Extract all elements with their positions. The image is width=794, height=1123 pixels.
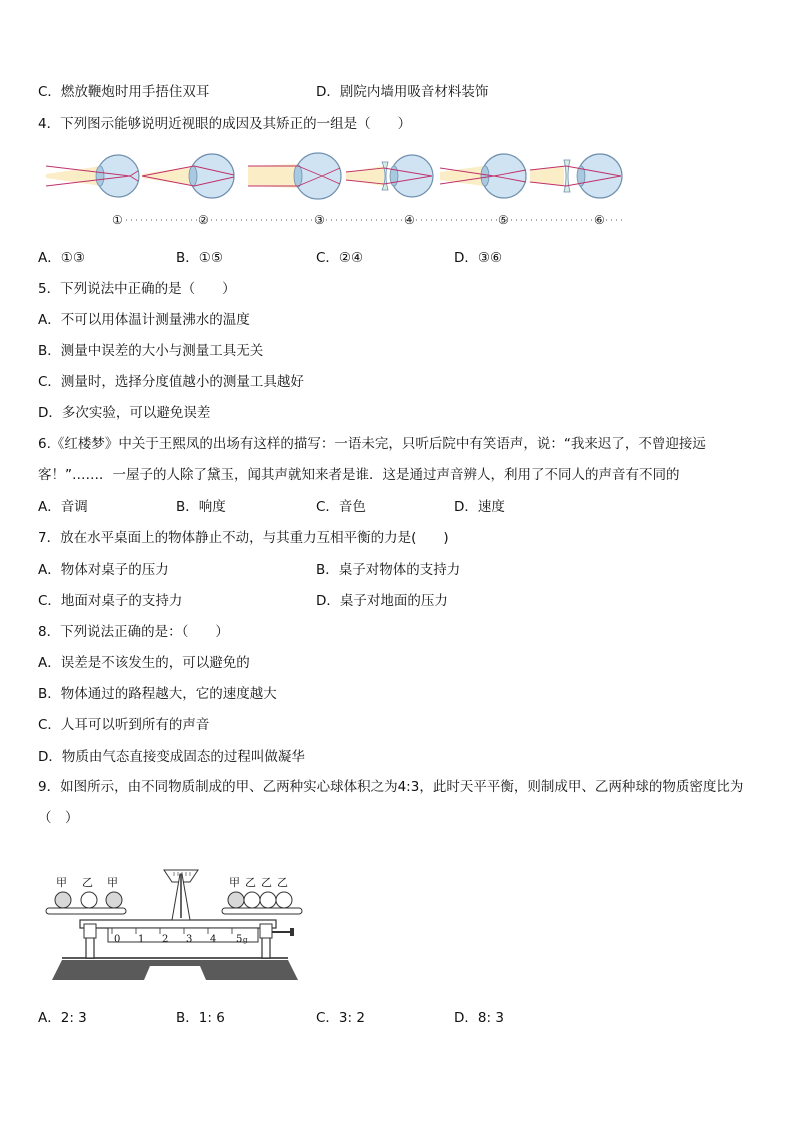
q5-option-b: B．测量中误差的大小与测量工具无关: [38, 343, 264, 359]
q7-option-c: C．地面对桌子的支持力: [38, 593, 183, 609]
left-ball-1: [55, 892, 71, 908]
scale-tick-1: 1: [138, 934, 145, 945]
q4-option-d: D．③⑥: [454, 250, 503, 266]
right-pan-label-1: 甲: [229, 876, 240, 889]
q8-option-c: C．人耳可以听到所有的声音: [38, 717, 210, 733]
left-pan-label-2: 乙: [82, 876, 93, 889]
q6-stem: 6.《红楼梦》中关于王熙凤的出场有这样的描写：一语未完，只听后院中有笑语声，说：“我来迟了，不曾迎接远客！”……．一屋子的人除了黛玉，闻其声就知来者是谁．这是通过声音辨人，利用了不同人的声音有不同的: [38, 436, 706, 483]
q3-option-c: C．燃放鞭炮时用手捂住双耳: [38, 84, 210, 100]
q7-stem: 7．放在水平桌面上的物体静止不动，与其重力互相平衡的力是( ): [38, 530, 449, 546]
scale-tick-2: 2: [162, 934, 169, 945]
balance-base-notch: [144, 966, 206, 980]
balance-beam: [80, 920, 276, 928]
balance-figure: [40, 858, 310, 988]
scale-tick-3: 3: [186, 934, 193, 945]
q6-option-a: A．音调: [38, 499, 88, 515]
q3-option-d: D．剧院内墙用吸音材料装饰: [316, 84, 489, 100]
left-balance-nut: [84, 924, 96, 938]
right-pan-label-2: 乙: [245, 876, 256, 889]
q6-option-d: D．速度: [454, 499, 505, 515]
right-ball-2: [244, 892, 260, 908]
right-pan-label-4: 乙: [277, 876, 288, 889]
q6-option-b: B．响度: [176, 499, 226, 515]
scale-tick-4: 4: [210, 934, 217, 945]
eye-label-2: ②: [198, 213, 209, 227]
right-pan: [222, 908, 302, 914]
q8-option-b: B．物体通过的路程越大，它的速度越大: [38, 686, 277, 702]
eye-diagram-4: [346, 155, 433, 197]
right-pan-label-3: 乙: [261, 876, 272, 889]
q6-option-c: C．音色: [316, 499, 366, 515]
eye-diagram-5: [440, 154, 526, 198]
q7-option-b: B．桌子对物体的支持力: [316, 562, 461, 578]
left-pan: [46, 908, 126, 914]
q4-option-b: B．①⑤: [176, 250, 223, 266]
scale-tick-5: 5: [236, 934, 243, 945]
eye-diagram-figure: [44, 148, 634, 232]
eye-diagram-1: [46, 155, 139, 197]
right-ball-3: [260, 892, 276, 908]
scale-tick-0: 0: [114, 934, 121, 945]
eye-label-1: ①: [112, 213, 123, 227]
left-ball-2: [81, 892, 97, 908]
q8-option-a: A．误差是不该发生的，可以避免的: [38, 655, 250, 671]
q8-stem: 8．下列说法正确的是：（ ）: [38, 624, 229, 640]
q5-option-a: A．不可以用体温计测量沸水的温度: [38, 312, 250, 328]
eye-diagram: [44, 148, 634, 232]
eye-label-5: ⑤: [498, 213, 509, 227]
q9-option-c: C．3: 2: [316, 1010, 365, 1026]
left-ball-3: [106, 892, 122, 908]
q8-option-d: D．物质由气态直接变成固态的过程叫做凝华: [38, 749, 305, 765]
right-ball-1: [228, 892, 244, 908]
q5-option-d: D．多次实验，可以避免误差: [38, 405, 211, 421]
balance-diagram: [40, 858, 310, 988]
q9-option-b: B．1: 6: [176, 1010, 225, 1026]
q7-option-a: A．物体对桌子的压力: [38, 562, 169, 578]
right-ball-4: [276, 892, 292, 908]
left-pan-label-3: 甲: [107, 876, 118, 889]
q5-stem: 5．下列说法中正确的是（ ）: [38, 281, 236, 297]
q9-option-d: D．8: 3: [454, 1010, 504, 1026]
eye-diagram-6: [530, 154, 622, 198]
eye-label-6: ⑥: [594, 213, 605, 227]
right-balance-nut: [260, 924, 272, 938]
q9-stem: 9．如图所示，由不同物质制成的甲、乙两种实心球体积之为4:3，此时天平平衡，则制成甲、乙两种球的物质密度比为（ ）: [38, 779, 744, 826]
q7-option-d: D．桌子对地面的压力: [316, 593, 448, 609]
q4-option-c: C．②④: [316, 250, 364, 266]
scale-unit: g: [243, 936, 248, 944]
eye-diagram-2: [142, 154, 234, 198]
left-pan-label-1: 甲: [56, 876, 67, 889]
q5-option-c: C．测量时，选择分度值越小的测量工具越好: [38, 374, 304, 390]
eye-diagram-3: [248, 153, 341, 199]
eye-label-4: ④: [404, 213, 415, 227]
eye-label-3: ③: [314, 213, 325, 227]
q4-option-a: A．①③: [38, 250, 85, 266]
q9-option-a: A．2: 3: [38, 1010, 87, 1026]
q4-stem: 4．下列图示能够说明近视眼的成因及其矫正的一组是（ ）: [38, 116, 412, 132]
